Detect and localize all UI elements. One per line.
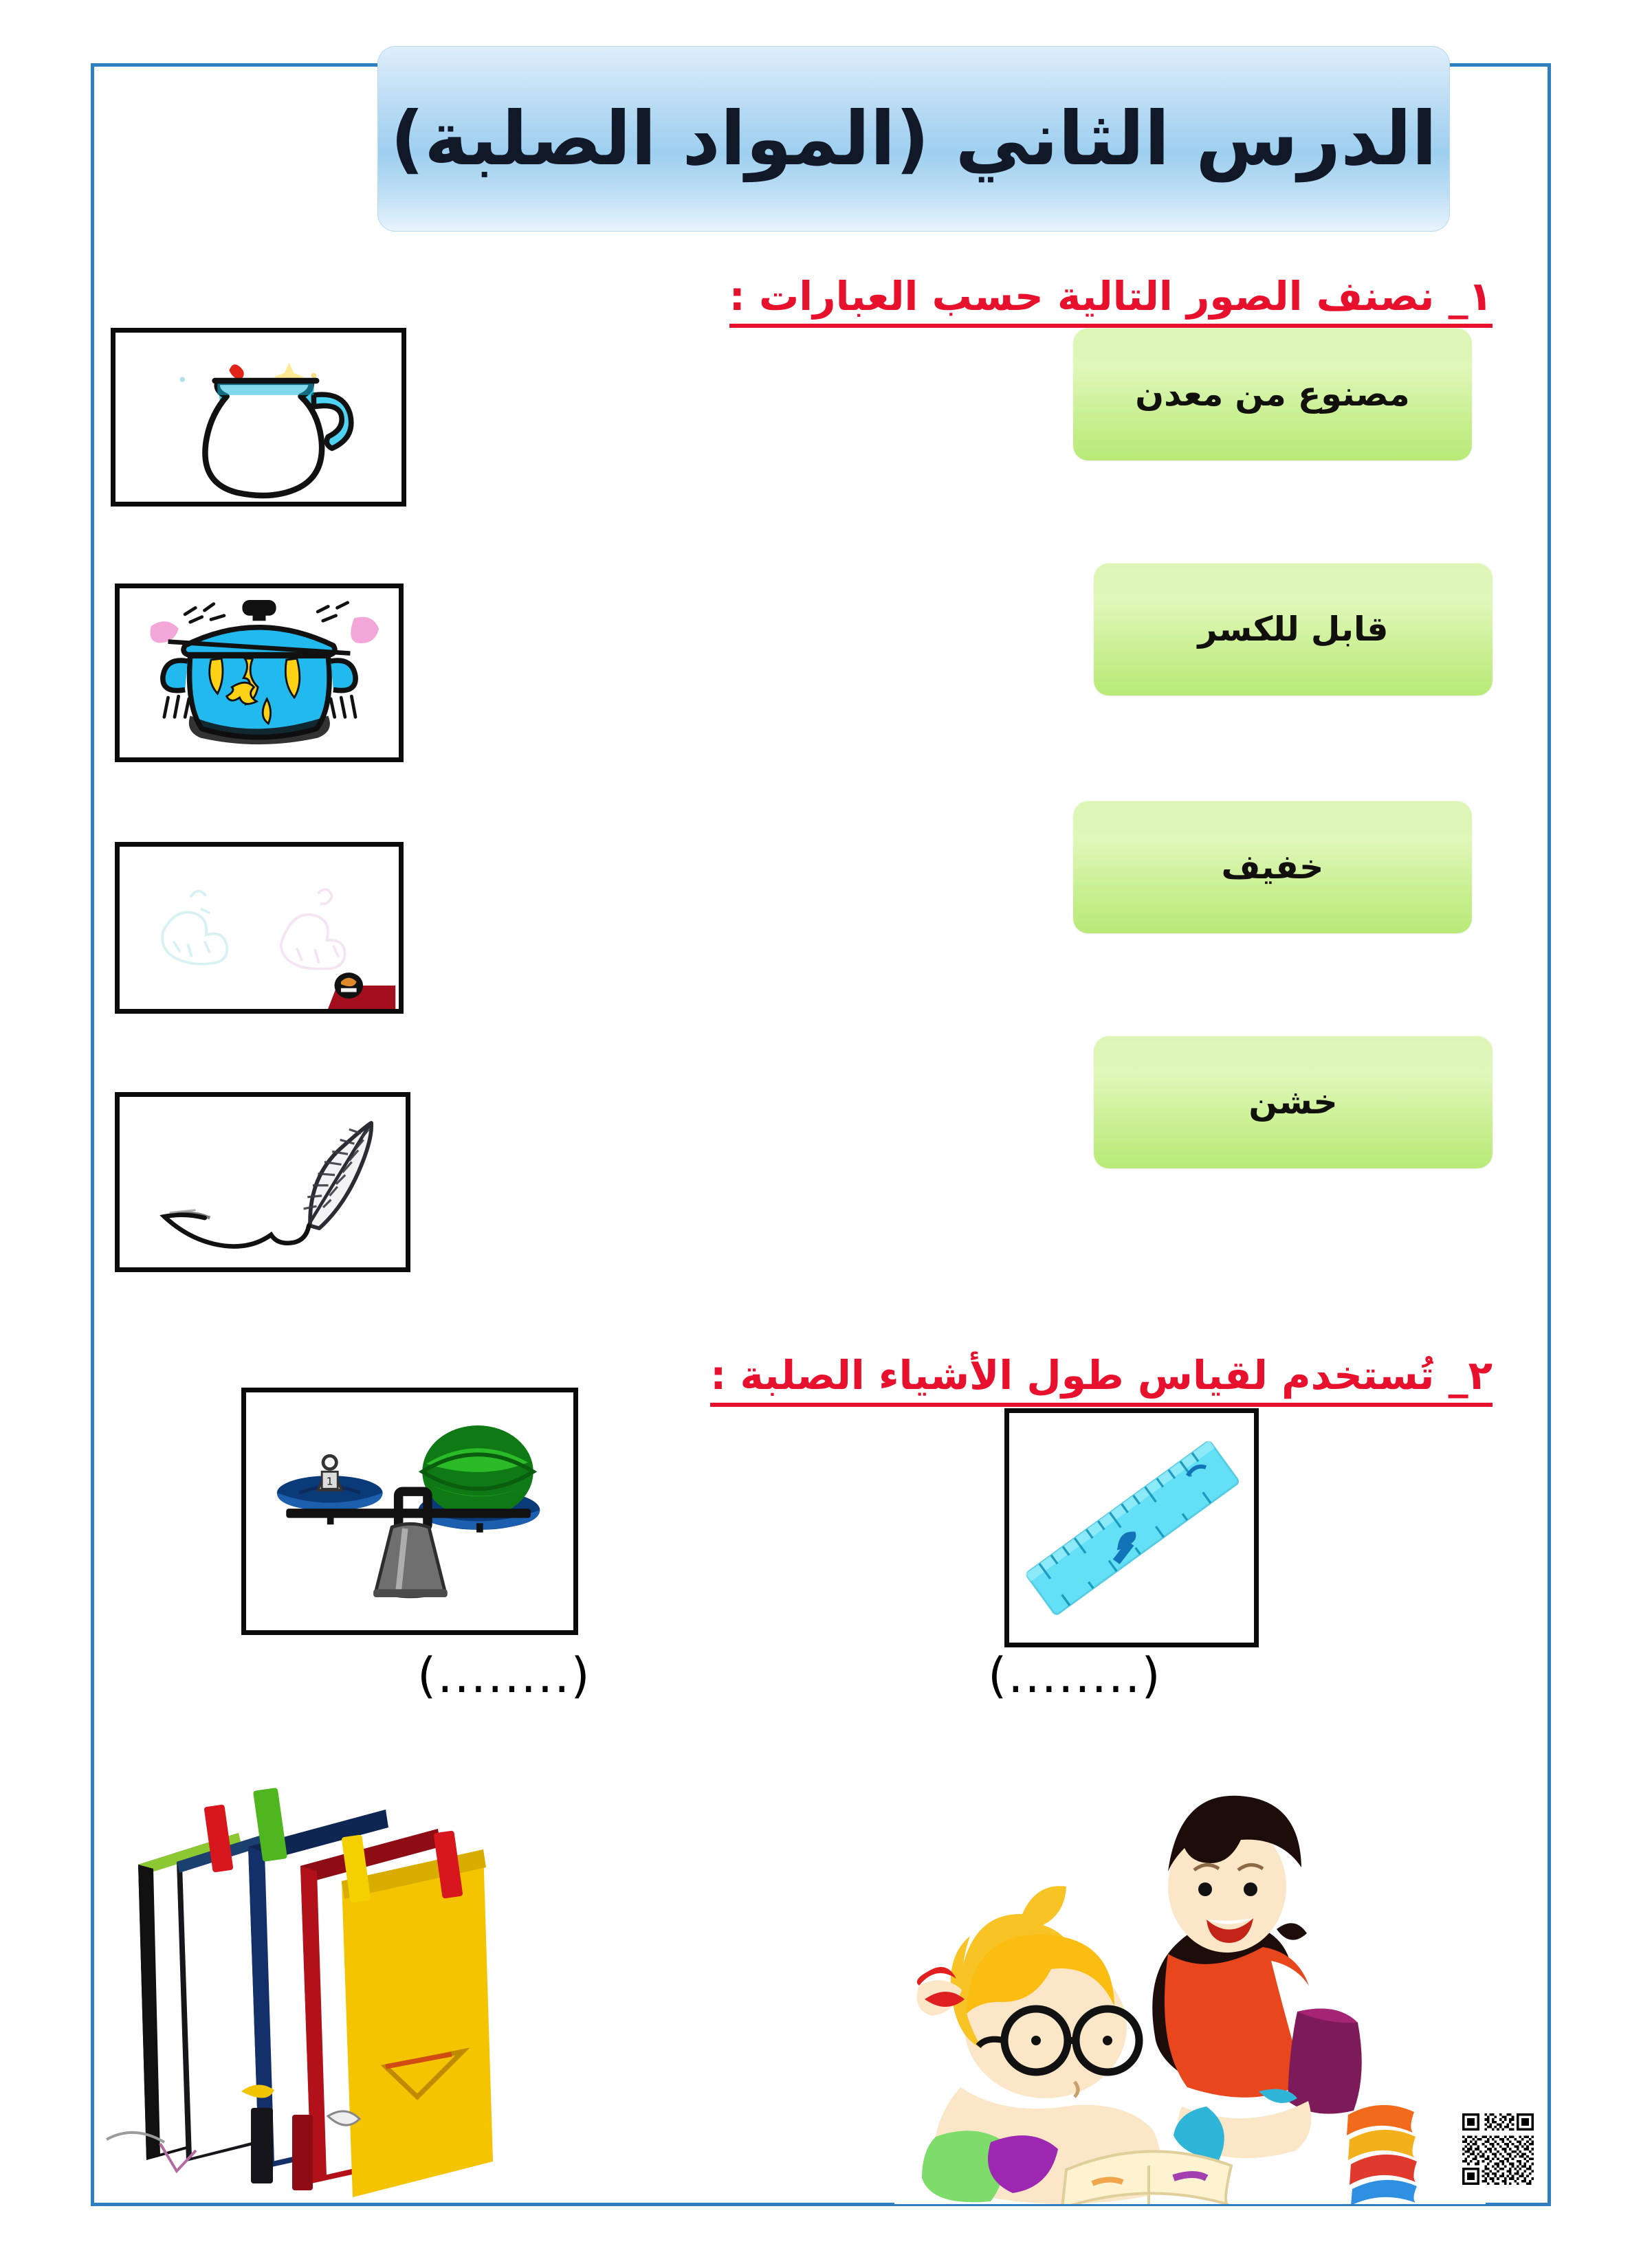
statement-pill-light[interactable] — [1073, 801, 1472, 933]
pitcher-icon — [115, 333, 401, 502]
statement-pill-breakable[interactable] — [1094, 563, 1493, 696]
qr-code-svg — [1462, 2113, 1534, 2185]
picture-card-cooking-pot — [115, 583, 404, 762]
svg-text:1: 1 — [326, 1475, 333, 1488]
lesson-title-banner — [377, 46, 1450, 232]
footer-image-books — [94, 1744, 520, 2197]
picture-card-balance-scale — [241, 1388, 578, 1635]
picture-card-pitcher — [111, 328, 406, 507]
footer-image-children — [894, 1730, 1486, 2204]
faint-sketch-icon — [120, 847, 399, 1009]
feather-icon — [120, 1097, 406, 1267]
worksheet-page — [91, 63, 1551, 2206]
question-1-heading: ١_ نصنف الصور التالية حسب العبارات : — [729, 273, 1493, 328]
qr-code-icon — [1462, 2113, 1534, 2185]
picture-card-ruler — [1004, 1408, 1259, 1647]
statement-pill-rough[interactable] — [1094, 1036, 1493, 1168]
picture-card-faint-sketch — [115, 842, 404, 1014]
picture-card-feather — [115, 1092, 410, 1272]
statement-label: مصنوع من معدن — [1135, 375, 1410, 414]
page-title: الدرس الثاني (المواد الصلبة) — [390, 96, 1438, 182]
cooking-pot-icon — [120, 588, 399, 757]
children-reading-icon — [894, 1730, 1486, 2204]
answer-blank-balance[interactable]: (........) — [417, 1647, 591, 1704]
ruler-icon — [1009, 1413, 1254, 1643]
question-2-heading: ٢_ تُستخدم لقياس طول الأشياء الصلبة : — [710, 1352, 1493, 1407]
answer-blank-ruler[interactable]: (........) — [988, 1647, 1162, 1704]
statement-label: خشن — [1248, 1082, 1338, 1122]
statement-label: خفيف — [1221, 847, 1324, 887]
stack-of-books-icon — [94, 1744, 520, 2197]
statement-label: قابل للكسر — [1198, 610, 1389, 649]
statement-pill-metal[interactable] — [1073, 328, 1472, 460]
balance-scale-icon — [246, 1392, 573, 1630]
